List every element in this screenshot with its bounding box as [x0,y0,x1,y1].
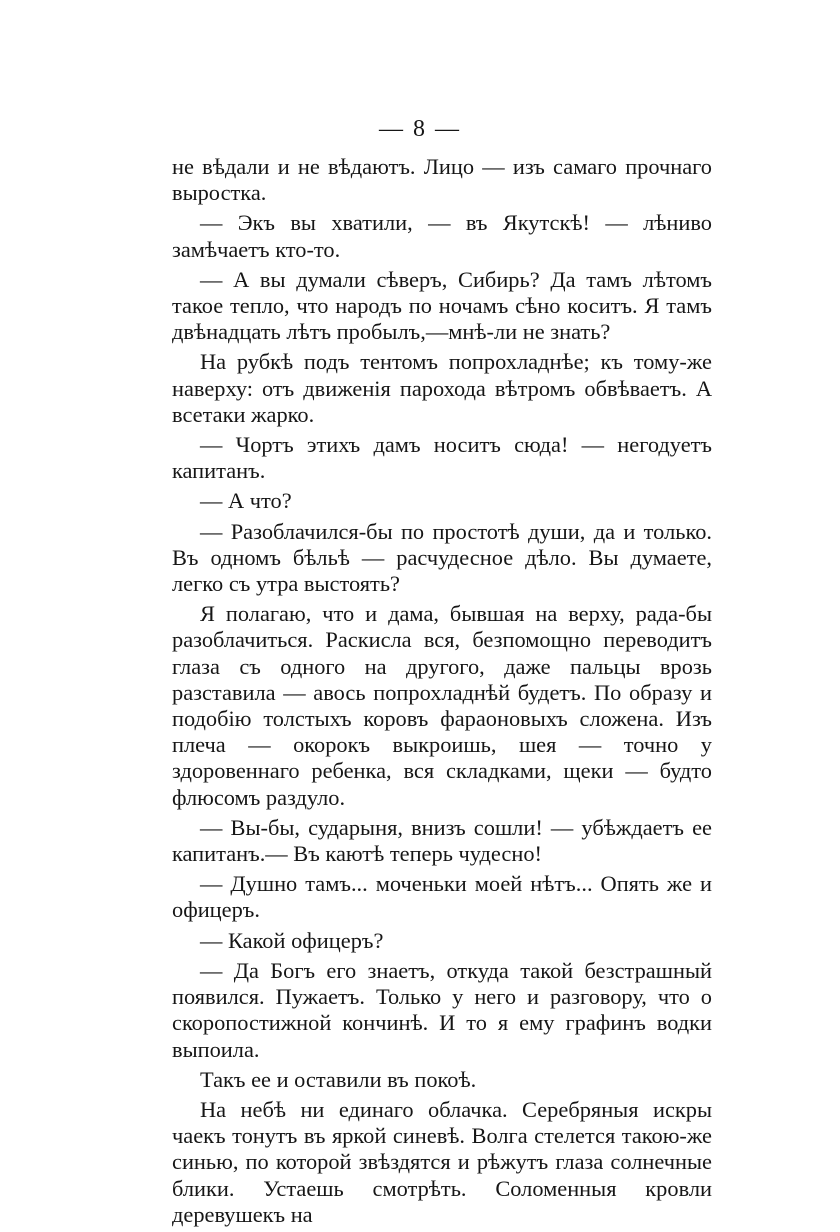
paragraph: — Душно тамъ... моченьки моей нѣтъ... Опять же и офицеръ. [172,871,712,923]
paragraph: — Какой офицеръ? [200,927,384,953]
paragraph: — А что? [200,488,292,514]
page-text [172,154,712,1232]
paragraph: — А вы думали сѣверъ, Сибирь? Да тамъ лѣтомъ такое тепло, что народъ по ночамъ сѣно коситъ. Я тамъ двѣнадцать лѣтъ пробылъ,—мнѣ-ли не знать? [172,266,712,345]
paragraph: — Чортъ этихъ дамъ носитъ сюда! — негодуетъ капитанъ. [172,432,712,484]
paragraph: — Да Богъ его знаетъ, откуда такой безстрашный появился. Пужаетъ. Только у него и разговору, что о скоропостижной кончинѣ. И то я ему графинъ водки выпоила. [172,957,712,1062]
paragraph: Такъ ее и оставили въ покоѣ. [200,1066,477,1092]
paragraph: На рубкѣ подъ тентомъ попрохладнѣе; къ тому-же наверху: отъ движенія парохода вѣтромъ обвѣваетъ. А всетаки жарко. [172,349,712,427]
paragraph: — Разоблачился-бы по простотѣ души, да и только. Въ одномъ бѣльѣ — расчудесное дѣло. Вы думаете, легко съ утра выстоять? [172,518,712,597]
paragraph: — Экъ вы хватили, — въ Якутскѣ! — лѣниво замѣчаетъ кто-то. [172,210,712,262]
paragraph: Я полагаю, что и дама, бывшая на верху, рада-бы разоблачиться. Раскисла вся, безпомощно переводитъ глаза съ одного на другого, даже пальцы врозь разставила — авось попрохладнѣй будетъ. По образу и подобію толстыхъ коровъ фараоновыхъ сложена. Изъ плеча — окорокъ выкроишь, шея — точно у здоровеннаго ребенка, вся складками, щеки — будто флюсомъ раздуло. [172,601,712,810]
page-number: — 8 — [379,116,461,142]
paragraph: На небѣ ни единаго облачка. Серебряныя искры чаекъ тонутъ въ яркой синевѣ. Волга стелется такою-же синью, по которой звѣздятся и рѣжутъ глаза солнечные блики. Устаешь смотрѣть. Соломенныя кровли деревушекъ на [172,1096,712,1227]
paragraph: не вѣдали и не вѣдаютъ. Лицо — изъ самаго прочнаго выростка. [172,154,712,206]
paragraph: — Вы-бы, сударыня, внизъ сошли! — убѣждаетъ ее капитанъ.— Въ каютѣ теперь чудесно! [172,814,712,867]
